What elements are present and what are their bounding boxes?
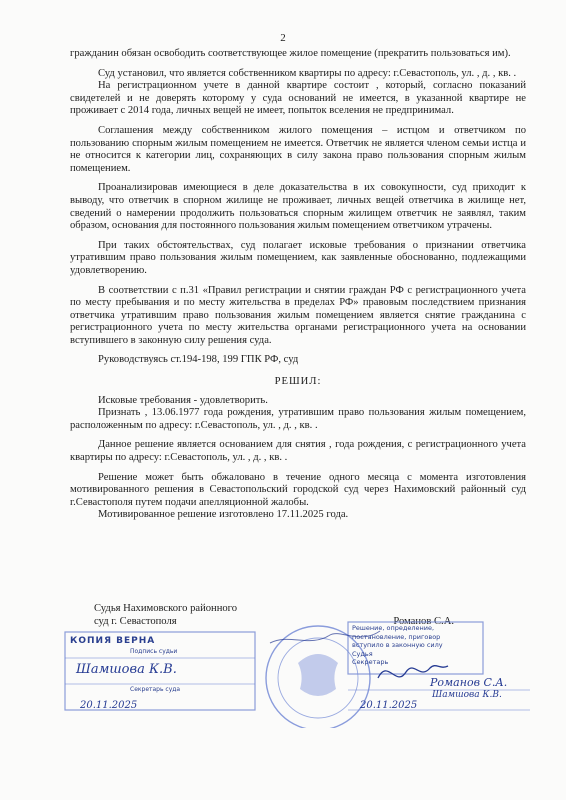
paragraph-p2: Суд установил, что является собственником квартиры по адресу: г.Севастополь, ул. , д. , кв. . [98, 67, 517, 79]
right-stamp-line: вступило в законную силу [352, 641, 443, 650]
left-stamp-line1: Подпись судьи [130, 648, 178, 655]
left-stamp-line2: Секретарь суда [130, 686, 181, 693]
right-stamp-line: постановление, приговор [352, 632, 441, 641]
right-stamp-line: Судья [352, 649, 373, 658]
signature-line-1: Судья Нахимовского районного [94, 603, 238, 614]
decision-paragraphs [70, 395, 526, 522]
paragraph-p3: На регистрационном учете в данной квартире состоит , который, согласно показаний свидетелей и не доверять которому у суда оснований не имеется, в указанной квартире не проживает с 2014 года, личных вещей не имеет, попыток вселения не предпринимал. [70, 80, 526, 117]
decision-heading: РЕШИЛ: [274, 376, 322, 388]
signature-line-2: суд г. Севастополя [94, 616, 177, 627]
judge-name: Романов С.А. [393, 616, 454, 627]
paragraph-p1: гражданин обязан освободить соответствующее жилое помещение (прекратить пользоваться им). [70, 48, 511, 59]
left-stamp-signature: Шамшова К.В. [76, 662, 177, 677]
paragraph-p8: Руководствуясь ст.194-198, 199 ГПК РФ, суд [98, 354, 299, 366]
left-stamp-title: КОПИЯ ВЕРНА [70, 636, 156, 646]
paragraph-d2: Признать , 13.06.1977 года рождения, утратившим право пользования жилым помещением, расположенным по адресу: г.Севастополь, ул. , д. , кв. . [70, 407, 526, 431]
page-number: 2 [280, 32, 286, 44]
stamps-area [60, 618, 530, 728]
paragraph-d4: Решение может быть обжаловано в течение одного месяца с момента изготовления мотивированного решения в Севастопольский городской суд через Нахимовский районный суд г.Севастополя путем подачи апелляционной жалобы. [70, 471, 526, 508]
eagle-emblem-icon [298, 654, 338, 696]
paragraph-d5: Мотивированное решение изготовлено 17.11.2025 года. [98, 509, 349, 521]
right-stamp-date: 20.11.2025 [360, 700, 418, 711]
paragraph-p7: В соответствии с п.31 «Правил регистрации и снятии граждан РФ с регистрационного учета по месту пребывания и по месту жительства в пределах РФ» правовым последствием признания ответчика утратившим право пользования жилым помещением является снятие гражданина с регистрационного учета по месту жительства органами регистрационного учета на основании вступившего в законную силу решения суда. [70, 284, 526, 346]
paragraph-p6: При таких обстоятельствах, суд полагает исковые требования о признании ответчика утратившим право пользования жилым помещением, как заявленные обоснованно, подлежащими удовлетворению. [70, 239, 526, 276]
document-body [70, 48, 526, 522]
paragraph-d1: Исковые требования - удовлетворить. [98, 394, 268, 406]
paragraph-d3: Данное решение является основанием для снятия , года рождения, с регистрационного учета квартиры по адресу: г.Севастополь, ул. , д. , кв. . [70, 439, 526, 464]
right-stamp-line: Секретарь [352, 658, 389, 667]
paragraph-p4: Соглашения между собственником жилого помещения – истцом и ответчиком по пользованию спорным жилым помещением не имеется. Ответчик не является членом семьи истца и не относится к категории лиц, сохраняющих в силу закона право пользования спорным жилым помещением. [70, 124, 526, 174]
right-stamp-line: Решение, определение, [352, 624, 435, 632]
right-stamp-text [352, 624, 443, 667]
left-stamp-date: 20.11.2025 [80, 700, 138, 711]
paragraphs [70, 48, 526, 367]
paragraph-p5: Проанализировав имеющиеся в деле доказательства в их совокупности, суд приходит к выводу, что ответчик в спорном жилище не проживает, личных вещей ответчика в жилище нет, сведений о намерении продолжить пользоваться спорным жилищем ответчик не заявлял, таким образом, основания для постоянного пользования жилым помещением ответчиком утрачены. [70, 182, 526, 232]
right-stamp-signature-2: Шамшова К.В. [432, 690, 502, 700]
right-stamp-signature-1: Романов С.А. [430, 676, 508, 689]
